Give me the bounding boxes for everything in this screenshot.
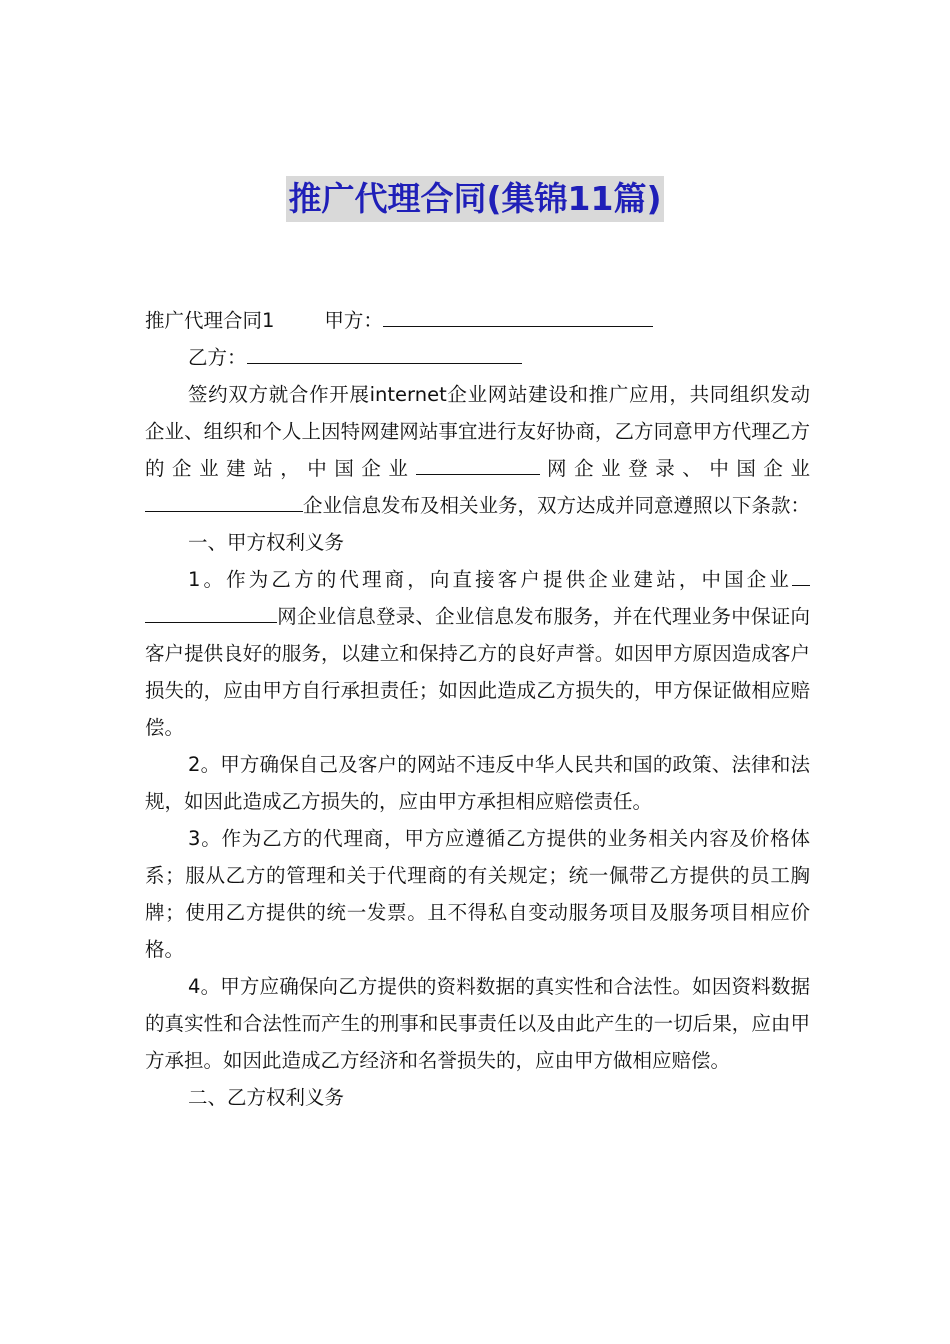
clause-4: 4。甲方应确保向乙方提供的资料数据的真实性和合法性。如因资料数据的真实性和合法性而产生的刑事和民事责任以及由此产生的一切后果，应由甲方承担。如因此造成乙方经济和名誉损失的，应由甲方做相应赔偿。 [145, 975, 810, 1072]
section-1-heading: 一、甲方权利义务 [188, 531, 345, 554]
header-line [145, 302, 810, 339]
clause-1-blank-a [792, 563, 810, 586]
doc-label: 推广代理合同1 [145, 309, 275, 332]
section-2-heading: 二、乙方权利义务 [188, 1086, 345, 1109]
party-b-blank [247, 341, 522, 364]
party-b-label: 乙方： [188, 346, 247, 369]
intro-text-1: 签约双方就合作开展internet企业网站建设和推广应用，共同组织发动企业、组织和个人上因特网建网站事宜进行友好协商，乙方同意甲方代理乙方的企业建站，中国企业 [145, 383, 810, 480]
intro-blank-1 [416, 452, 540, 475]
clause-1-blank-b [145, 600, 277, 623]
intro-blank-2 [145, 489, 303, 512]
intro-text-2: 网企业登录、中国企业 [539, 457, 810, 480]
clause-3: 3。作为乙方的代理商，甲方应遵循乙方提供的业务相关内容及价格体系；服从乙方的管理和关于代理商的有关规定；统一佩带乙方提供的员工胸牌；使用乙方提供的统一发票。且不得私自变动服务项目及服务项目相应价格。 [145, 827, 810, 961]
party-b-line [145, 339, 810, 376]
document-title: 推广代理合同(集锦11篇) [286, 176, 663, 222]
clause-1-text-1: 1。作为乙方的代理商，向直接客户提供企业建站，中国企业 [188, 568, 792, 591]
party-a-label: 甲方： [324, 309, 383, 332]
party-a-blank [383, 304, 653, 327]
intro-paragraph [145, 376, 810, 524]
clause-1 [145, 561, 810, 746]
intro-text-3: 企业信息发布及相关业务，双方达成并同意遵照以下条款： [303, 494, 811, 517]
title-container [0, 176, 950, 222]
clause-2: 2。甲方确保自己及客户的网站不违反中华人民共和国的政策、法律和法规，如因此造成乙方损失的，应由甲方承担相应赔偿责任。 [145, 753, 810, 813]
clause-1-text-2: 网企业信息登录、企业信息发布服务，并在代理业务中保证向客户提供良好的服务，以建立和保持乙方的良好声誉。如因甲方原因造成客户损失的，应由甲方自行承担责任；如因此造成乙方损失的，甲方保证做相应赔偿。 [145, 605, 810, 739]
document-body [145, 302, 810, 1116]
